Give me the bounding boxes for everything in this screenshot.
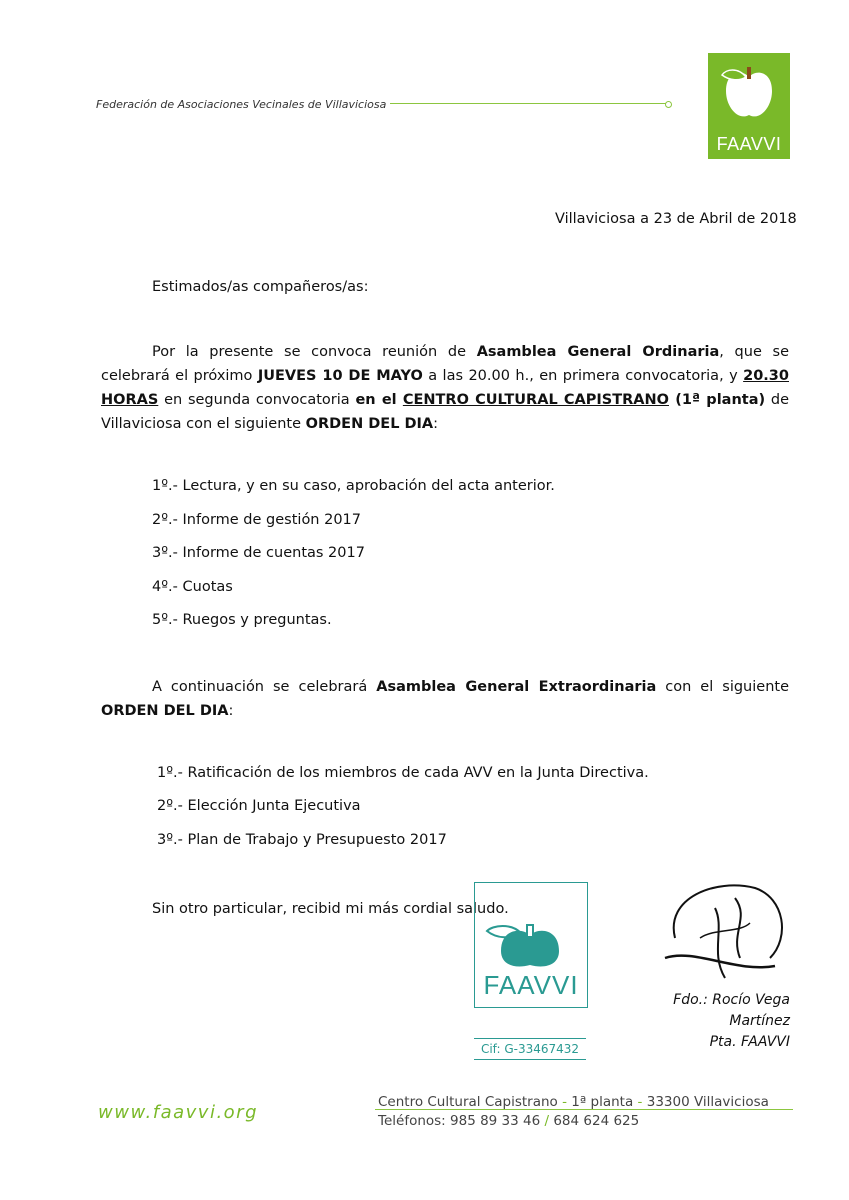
phones-label: Teléfonos:: [378, 1113, 451, 1129]
agenda-item: 5º.- Ruegos y preguntas.: [152, 612, 332, 628]
cif-number: Cif: G-33467432: [474, 1038, 586, 1060]
p1-bold-assembly: Asamblea General Ordinaria: [476, 344, 720, 360]
phone-sep: /: [540, 1113, 554, 1129]
agenda-extra-item: 3º.- Plan de Trabajo y Presupuesto 2017: [157, 832, 447, 848]
footer-sep: -: [557, 1094, 572, 1110]
footer-sep: -: [633, 1094, 647, 1110]
signatory: [610, 990, 790, 1053]
p1-bold-en-el: en el: [355, 392, 403, 408]
p1-text-5: de Villaviciosa con el siguiente: [101, 392, 790, 432]
footer-phones: [378, 1113, 639, 1129]
stamp-apple-icon: [481, 921, 579, 969]
agenda-item: 3º.- Informe de cuentas 2017: [152, 545, 365, 561]
p2-text-2: con el siguiente: [656, 679, 789, 695]
faavvi-logo: [708, 53, 790, 159]
agenda-extra-item: 2º.- Elección Junta Ejecutiva: [157, 798, 361, 814]
agenda-extra-item: 1º.- Ratificación de los miembros de cada AVV en la Junta Directiva.: [157, 765, 649, 781]
p1-text-6: :: [433, 416, 439, 432]
faavvi-stamp: [474, 882, 588, 1008]
p1-bold-hours: 20.30 HORAS: [101, 368, 789, 408]
footer-address: [378, 1094, 769, 1110]
p2-text-3: :: [228, 703, 234, 719]
apple-logo-icon: [718, 63, 780, 125]
footer-floor: 1ª planta: [571, 1094, 634, 1110]
agenda-item: 2º.- Informe de gestión 2017: [152, 512, 362, 528]
logo-text: FAAVVI: [716, 134, 782, 154]
agenda-item: 1º.- Lectura, y en su caso, aprobación del acta anterior.: [152, 478, 555, 494]
handwritten-signature: [655, 878, 795, 988]
phone-2: 684 624 625: [553, 1113, 640, 1129]
p1-bold-date: JUEVES 10 DE MAYO: [257, 368, 423, 384]
phone-1: 985 89 33 46: [450, 1113, 541, 1129]
stamp-text: FAAVVI: [483, 970, 579, 1000]
p1-text-3: a las 20.00 h., en primera convocatoria, y: [422, 368, 744, 384]
footer-venue: Centro Cultural Capistrano: [378, 1094, 558, 1110]
website: www.faavvi.org: [98, 1102, 258, 1123]
footer-city: 33300 Villaviciosa: [646, 1094, 769, 1110]
extraordinary-paragraph: [101, 675, 789, 723]
p2-text-1: A continuación se celebrará: [152, 679, 377, 695]
p1-text-2: , que se celebrará el próximo: [101, 344, 790, 384]
p2-bold-orden: ORDEN DEL DIA: [101, 703, 229, 719]
closing-line: Sin otro particular, recibid mi más cordial saludo.: [152, 901, 509, 917]
signatory-name: Fdo.: Rocío Vega Martínez: [673, 992, 790, 1029]
header-divider: [390, 103, 670, 104]
p1-text-1: Por la presente se convoca reunión de: [152, 344, 477, 360]
agenda-item: 4º.- Cuotas: [152, 579, 233, 595]
p1-bold-orden: ORDEN DEL DIA: [305, 416, 434, 432]
signatory-role: Pta. FAAVVI: [709, 1034, 790, 1050]
convocation-paragraph: [101, 340, 789, 436]
p1-text-4: en segunda convocatoria: [158, 392, 356, 408]
p1-bold-venue: CENTRO CULTURAL CAPISTRANO: [402, 392, 669, 408]
p1-bold-floor: (1ª planta): [668, 392, 766, 408]
letter-date: Villaviciosa a 23 de Abril de 2018: [555, 211, 797, 227]
federation-title: Federación de Asociaciones Vecinales de Villaviciosa: [96, 98, 387, 111]
p2-bold-assembly: Asamblea General Extraordinaria: [376, 679, 657, 695]
greeting: Estimados/as compañeros/as:: [152, 279, 369, 295]
